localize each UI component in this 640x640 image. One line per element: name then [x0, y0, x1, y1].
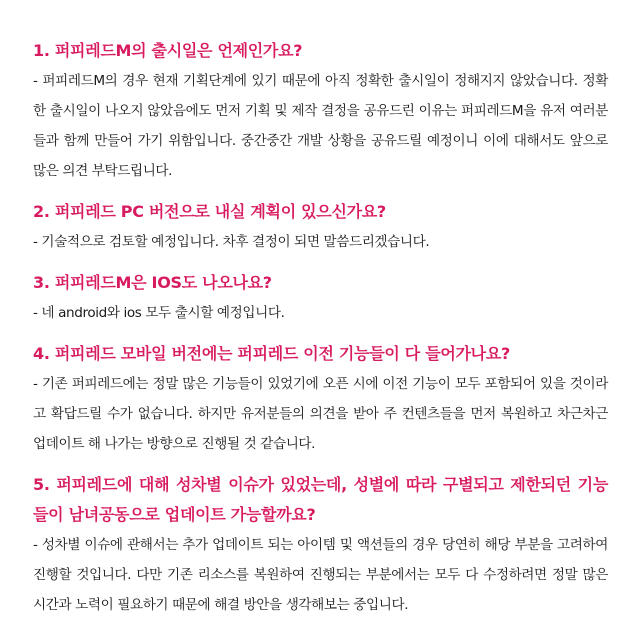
faq-item-1: [33, 36, 608, 186]
faq-question-1: 1. 퍼피레드M의 출시일은 언제인가요?: [33, 41, 303, 60]
faq-question-5: 5. 퍼피레드에 대해 성차별 이슈가 있었는데, 성별에 따라 구별되고 제한되던 기능들이 남녀공동으로 업데이트 가능할까요?: [33, 475, 608, 524]
faq-question-2: 2. 퍼피레드 PC 버전으로 내실 계획이 있으신가요?: [33, 202, 386, 221]
faq-answer-5: - 성차별 이슈에 관해서는 추가 업데이트 되는 아이템 및 액션들의 경우 당연히 해당 부분을 고려하여 진행할 것입니다. 다만 기존 리소스를 복원하여 진행되는 부분에서는 모두 다 수정하려면 정말 많은 시간과 노력이 필요하기 때문에 해결 방안을 생각해보는 중입니다.: [33, 537, 608, 613]
faq-item-5: [33, 470, 608, 620]
faq-item-2: [33, 197, 608, 257]
faq-answer-2: - 기술적으로 검토할 예정입니다. 차후 결정이 되면 말씀드리겠습니다.: [33, 234, 430, 250]
faq-question-3: 3. 퍼피레드M은 IOS도 나오나요?: [33, 273, 272, 292]
faq-answer-4: - 기존 퍼피레드에는 정말 많은 기능들이 있었기에 오픈 시에 이전 기능이 모두 포함되어 있을 것이라고 확답드릴 수가 없습니다. 하지만 유저분들의 의견을 받아 주 컨텐츠들을 먼저 복원하고 차근차근 업데이트 해 나가는 방향으로 진행될 것 같습니다.: [33, 376, 608, 452]
faq-answer-1: - 퍼피레드M의 경우 현재 기획단계에 있기 때문에 아직 정확한 출시일이 정해지지 않았습니다. 정확한 출시일이 나오지 않았음에도 먼저 기획 및 제작 결정을 공유드린 이유는 퍼피레드M을 유저 여러분들과 함께 만들어 가기 위함입니다. 중간중간 개발 상황을 공유드릴 예정이니 이에 대해서도 앞으로 많은 의견 부탁드립니다.: [33, 73, 608, 179]
faq-item-4: [33, 339, 608, 459]
faq-answer-3: - 네 android와 ios 모두 출시할 예정입니다.: [33, 305, 285, 321]
faq-item-3: [33, 268, 608, 328]
faq-question-4: 4. 퍼피레드 모바일 버전에는 퍼피레드 이전 기능들이 다 들어가나요?: [33, 344, 510, 363]
